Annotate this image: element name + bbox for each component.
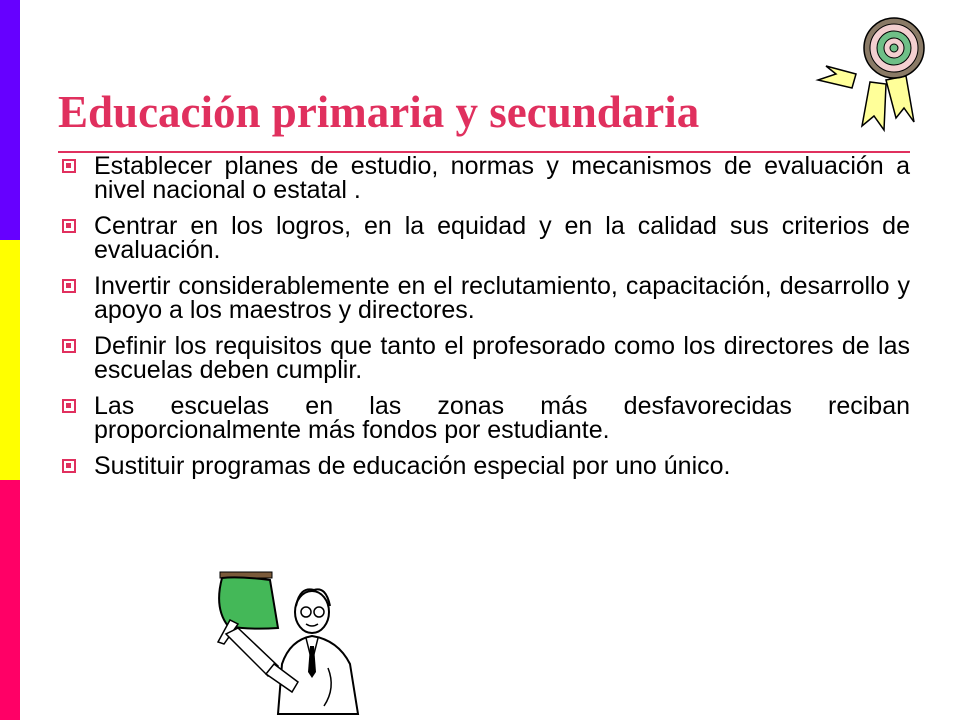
bullet-item	[62, 454, 910, 478]
square-bullet-icon	[62, 459, 76, 473]
bullet-item	[62, 334, 910, 382]
color-sidebar	[0, 0, 20, 720]
square-bullet-icon	[62, 159, 76, 173]
square-bullet-icon	[62, 219, 76, 233]
bullet-item	[62, 394, 910, 442]
bullet-text: Las escuelas en las zonas más desfavorecidas reciban proporcionalmente más fondos por estudiante.	[94, 392, 910, 444]
award-ribbon-icon	[812, 14, 930, 142]
bullet-item	[62, 214, 910, 262]
bullet-text: Centrar en los logros, en la equidad y en la calidad sus criterios de evaluación.	[94, 212, 910, 264]
bullet-item	[62, 154, 910, 202]
square-bullet-icon	[62, 399, 76, 413]
bullet-text: Establecer planes de estudio, normas y mecanismos de evaluación a nivel nacional o estatal .	[94, 152, 910, 204]
bullet-text: Sustituir programas de educación especial por uno único.	[94, 452, 731, 480]
square-bullet-icon	[62, 279, 76, 293]
bullet-text: Definir los requisitos que tanto el profesorado como los directores de las escuelas deben cumplir.	[94, 332, 910, 384]
sidebar-segment-purple	[0, 0, 20, 240]
bullet-list	[62, 154, 910, 490]
bullet-text: Invertir considerablemente en el reclutamiento, capacitación, desarrollo y apoyo a los maestros y directores.	[94, 272, 910, 324]
sidebar-segment-pink	[0, 480, 20, 720]
bullet-item	[62, 274, 910, 322]
teacher-presenting-icon	[208, 568, 368, 716]
square-bullet-icon	[62, 339, 76, 353]
slide-title: Educación primaria y secundaria	[58, 87, 700, 137]
sidebar-segment-yellow	[0, 240, 20, 480]
